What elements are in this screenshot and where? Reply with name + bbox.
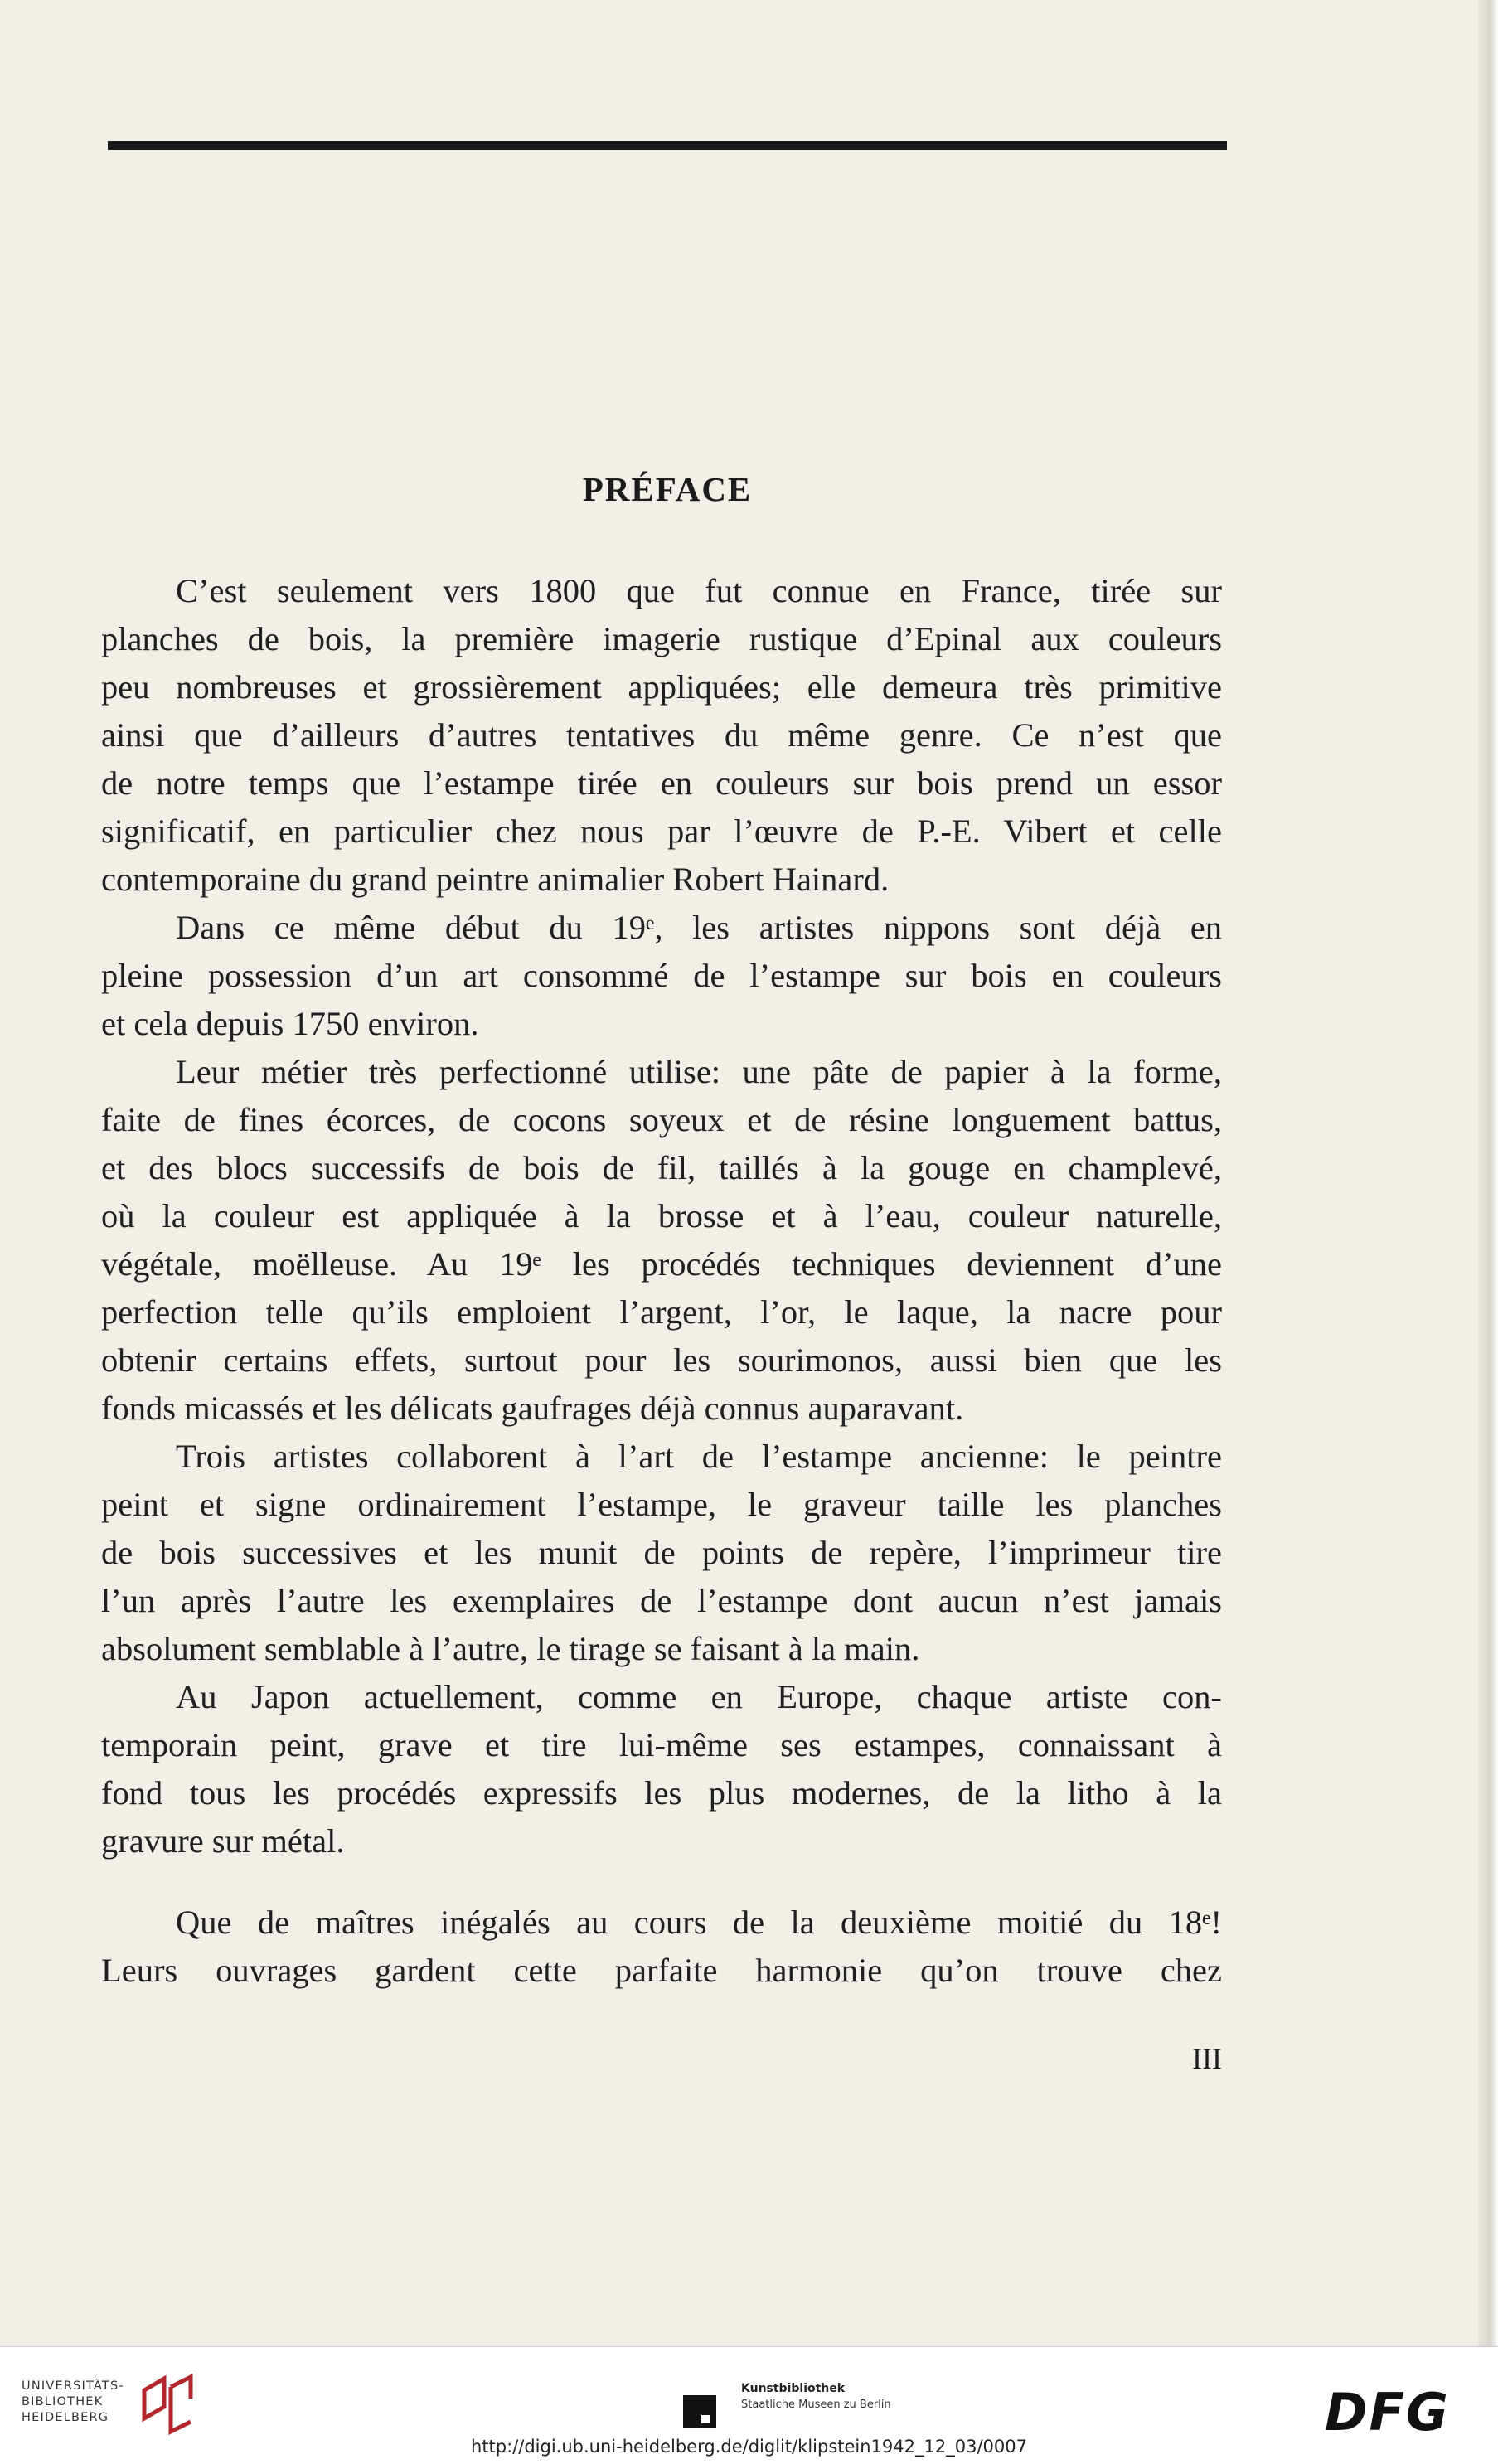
page-edge-shadow <box>1478 0 1498 2346</box>
header-rule <box>108 141 1227 150</box>
paragraph-gap <box>101 1865 1222 1899</box>
text-line: pleine possession d’un art consommé de l’estampe sur bois en couleurs <box>101 957 1222 994</box>
text-line: gravure sur métal. <box>101 1822 345 1860</box>
text-line: significatif, en particulier chez nous par l’œuvre de P.-E. Vibert et celle <box>101 812 1222 850</box>
text-line: C’est seulement vers 1800 que fut connue en France, tirée sur <box>176 572 1222 609</box>
university-library-logo[interactable] <box>22 2379 124 2426</box>
text-line: l’un après l’autre les exemplaires de l’estampe dont aucun n’est jamais <box>101 1582 1222 1619</box>
text-line: absolument semblable à l’autre, le tirage se faisant à la main. <box>101 1630 920 1667</box>
text-line: obtenir certains effets, surtout pour les sourimonos, aussi bien que les <box>101 1341 1222 1379</box>
dfg-logo[interactable]: DFG <box>1325 2382 1450 2442</box>
kunstbibliothek-subtitle: Staatliche Museen zu Berlin <box>741 2399 891 2411</box>
text-line: de bois successives et les munit de points de repère, l’imprimeur tire <box>101 1534 1222 1571</box>
text-line: fonds micassés et les délicats gaufrages déjà connus auparavant. <box>101 1390 964 1427</box>
text-line: ainsi que d’ailleurs d’autres tentatives du même genre. Ce n’est que <box>101 716 1222 754</box>
kunstbibliothek-name: Kunstbibliothek <box>741 2382 846 2395</box>
text-line: Dans ce même début du 19ᵉ, les artistes nippons sont déjà en <box>176 909 1222 946</box>
text-line: faite de fines écorces, de cocons soyeux et de résine longuement battus, <box>101 1101 1222 1138</box>
text-line: Leur métier très perfectionné utilise: une pâte de papier à la forme, <box>176 1053 1222 1090</box>
text-line: planches de bois, la première imagerie rustique d’Epinal aux couleurs <box>101 620 1222 657</box>
text-line: peint et signe ordinairement l’estampe, le graveur taille les planches <box>101 1486 1222 1523</box>
text-line: Au Japon actuellement, comme en Europe, chaque artiste con- <box>176 1678 1222 1715</box>
text-line: et des blocs successifs de bois de fil, taillés à la gouge en champlevé, <box>101 1149 1222 1186</box>
kunstbibliothek-mark-icon <box>683 2395 716 2428</box>
text-line: perfection telle qu’ils emploient l’argent, l’or, le laque, la nacre pour <box>101 1293 1222 1331</box>
text-line: Leurs ouvrages gardent cette parfaite harmonie qu’on trouve chez <box>101 1952 1222 1989</box>
text-line: de notre temps que l’estampe tirée en couleurs sur bois prend un essor <box>101 764 1222 802</box>
university-name-line: UNIVERSITÄTS- <box>22 2379 124 2393</box>
university-name-line: HEIDELBERG <box>22 2411 109 2424</box>
university-name <box>22 2379 124 2426</box>
viewer-footer <box>0 2346 1498 2464</box>
text-line: Trois artistes collaborent à l’art de l’estampe ancienne: le peintre <box>176 1438 1222 1475</box>
text-line: et cela depuis 1750 environ. <box>101 1005 479 1042</box>
text-line: peu nombreuses et grossièrement appliquées; elle demeura très primitive <box>101 668 1222 706</box>
text-line: fond tous les procédés expressifs les plus modernes, de la litho à la <box>101 1774 1222 1812</box>
text-line: où la couleur est appliquée à la brosse et à l’eau, couleur naturelle, <box>101 1197 1222 1234</box>
page-title: PRÉFACE <box>582 470 753 508</box>
text-line: contemporaine du grand peintre animalier Robert Hainard. <box>101 861 890 898</box>
text-line: végétale, moëlleuse. Au 19ᵉ les procédés techniques deviennent d’une <box>101 1245 1222 1283</box>
text-line: temporain peint, grave et tire lui-même ses estampes, connaissant à <box>101 1726 1222 1763</box>
heidelberg-emblem-icon <box>139 2374 197 2437</box>
permalink-url[interactable]: http://digi.ub.uni-heidelberg.de/diglit/klipstein1942_12_03/0007 <box>471 2437 1027 2457</box>
text-line: Que de maîtres inégalés au cours de la deuxième moitié du 18ᵉ! <box>176 1904 1222 1941</box>
page-number: III <box>1192 2042 1222 2075</box>
university-name-line: BIBLIOTHEK <box>22 2395 104 2408</box>
preface-body-text <box>101 567 1222 1995</box>
